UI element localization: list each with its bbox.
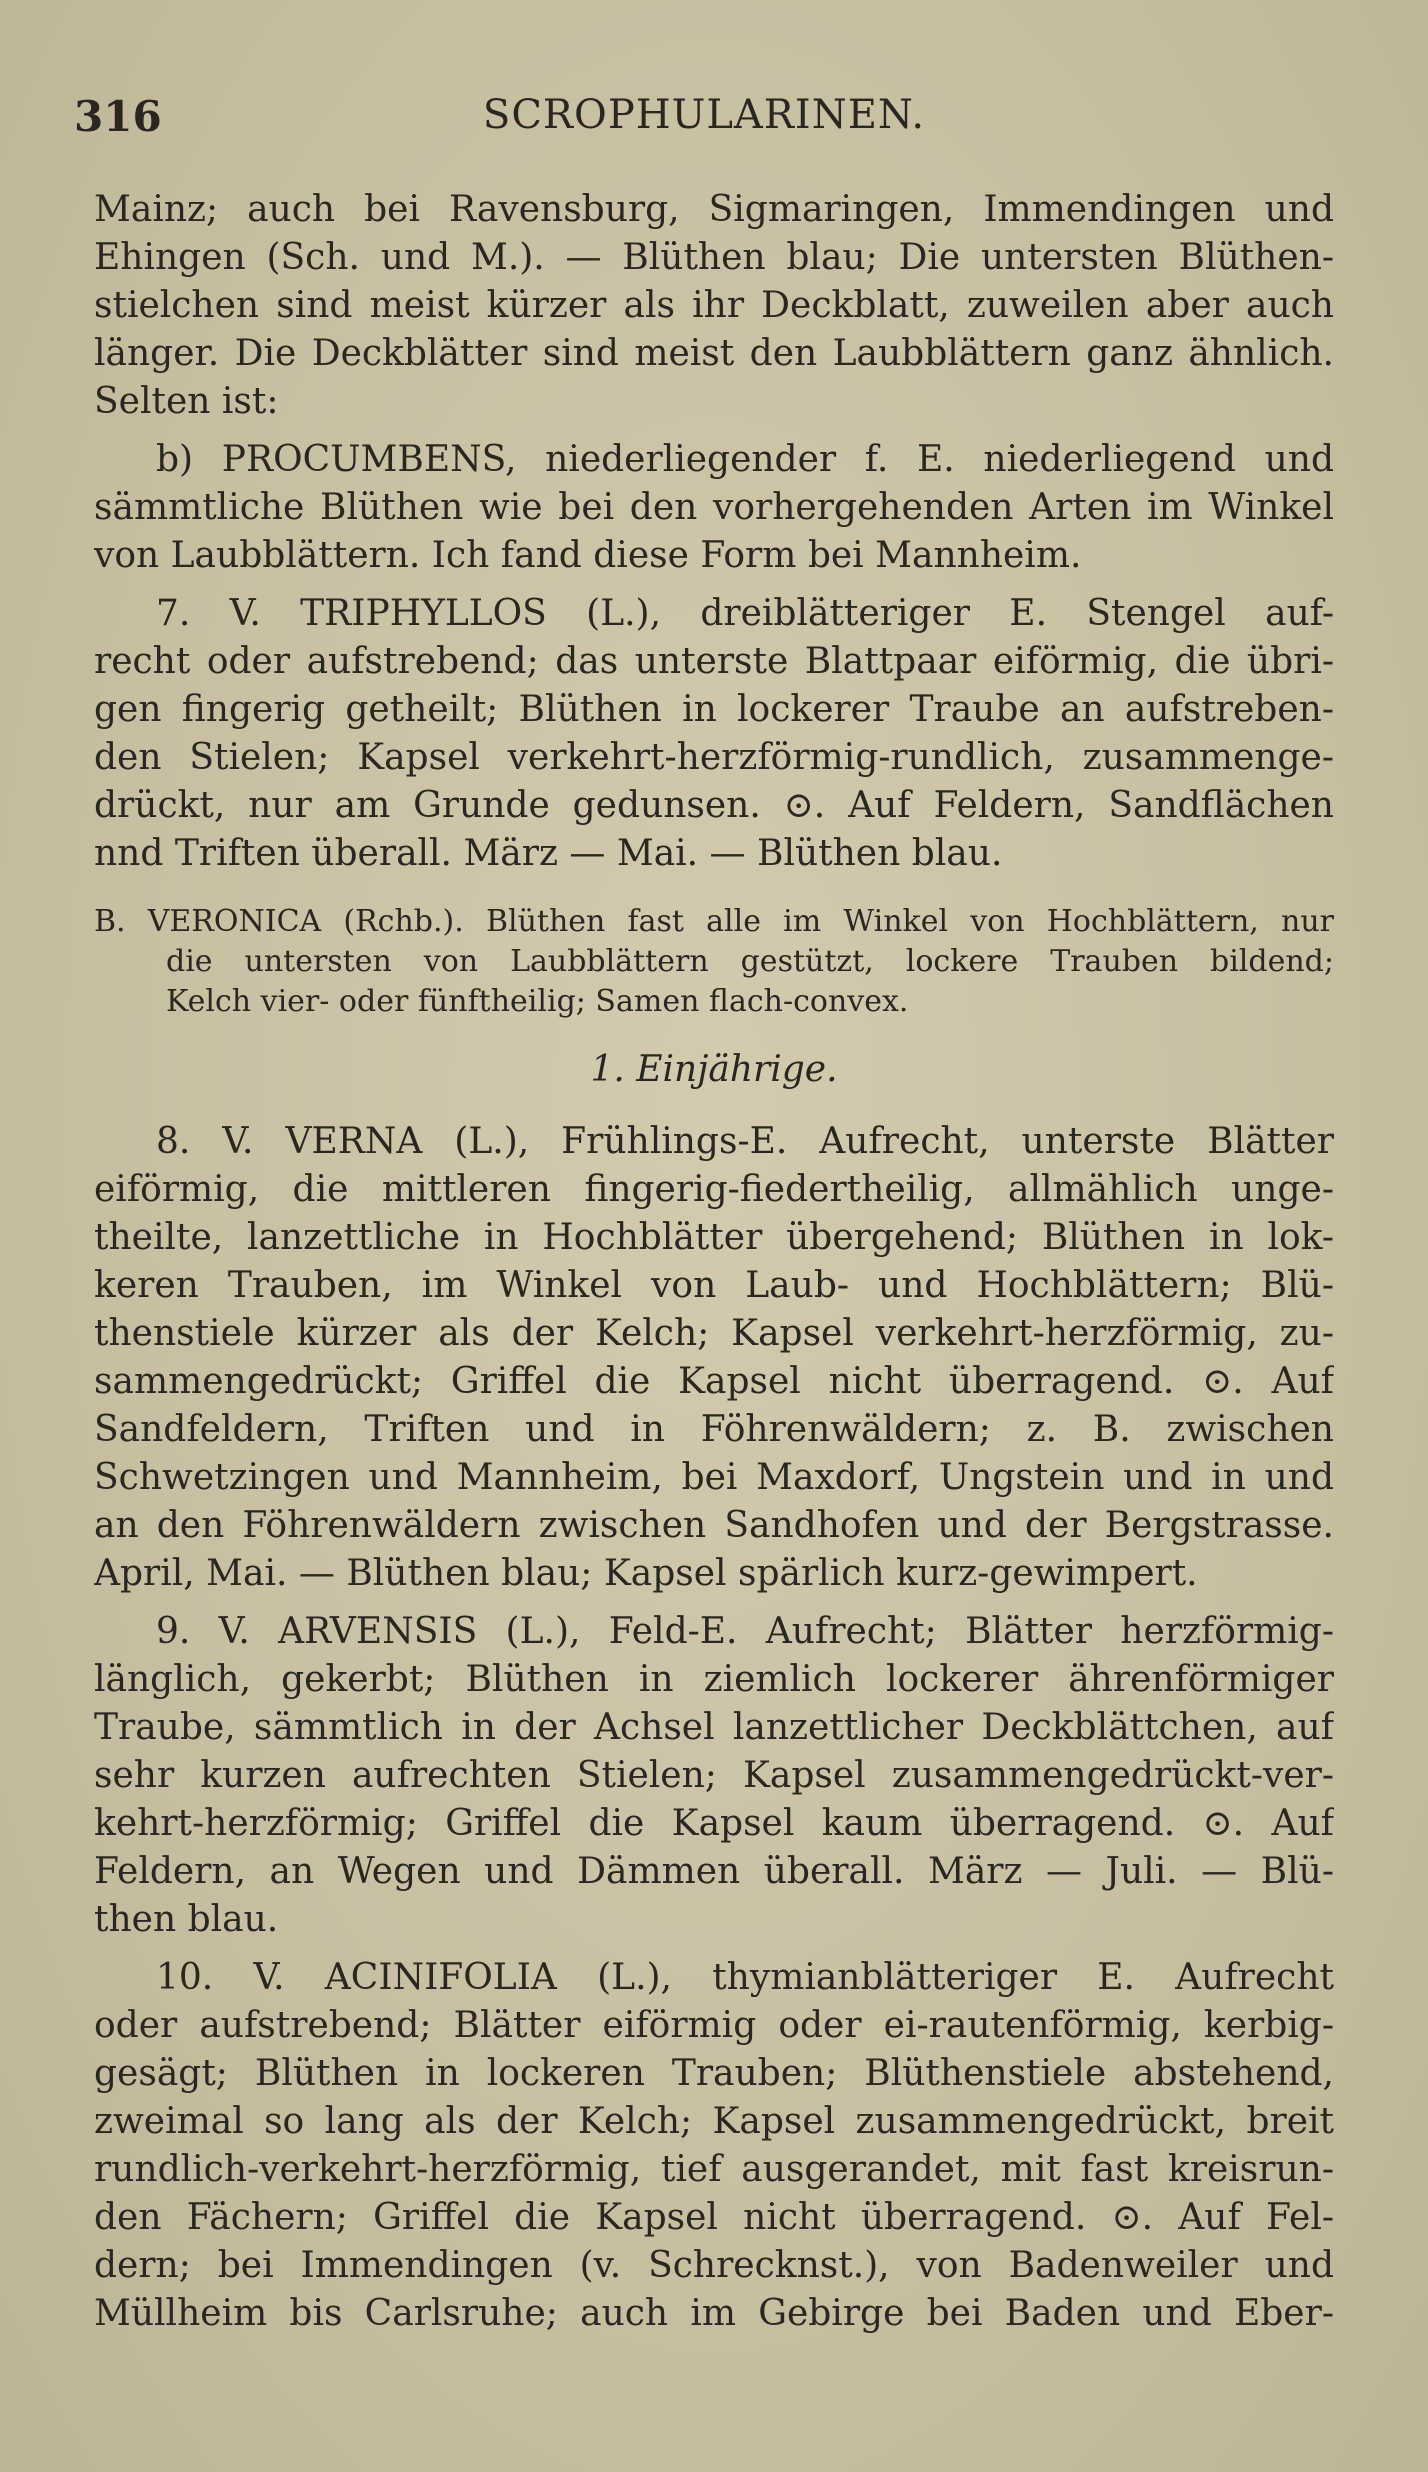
text-line: nnd Triften überall. März — Mai. — Blüthen blau. bbox=[94, 833, 1003, 874]
text-line: Ehingen (Sch. und M.). — Blüthen blau; Die untersten Blüthen- bbox=[94, 237, 1334, 278]
text-line: eiförmig, die mittleren fingerig-fiedertheilig, allmählich unge- bbox=[94, 1169, 1334, 1210]
text-line: den Fächern; Griffel die Kapsel nicht überragend. ⊙. Auf Fel- bbox=[94, 2197, 1334, 2238]
text-line: stielchen sind meist kürzer als ihr Deckblatt, zuweilen aber auch bbox=[94, 285, 1334, 326]
species-acinifolia-line: 10. V. ACINIFOLIA (L.), thymianblätteriger E. Aufrecht bbox=[156, 1957, 1334, 1998]
species-arvensis-line: 9. V. ARVENSIS (L.), Feld-E. Aufrecht; Blätter herzförmig- bbox=[156, 1611, 1334, 1652]
text-line: sammengedrückt; Griffel die Kapsel nicht überragend. ⊙. Auf bbox=[94, 1361, 1334, 1402]
text-line: Selten ist: bbox=[94, 381, 279, 422]
text-line: kehrt-herzförmig; Griffel die Kapsel kaum überragend. ⊙. Auf bbox=[94, 1803, 1334, 1844]
text-line: zweimal so lang als der Kelch; Kapsel zusammengedrückt, breit bbox=[94, 2101, 1334, 2142]
text-line: thenstiele kürzer als der Kelch; Kapsel verkehrt-herzförmig, zu- bbox=[94, 1313, 1334, 1354]
text-line: Kelch vier- oder fünftheilig; Samen flach-convex. bbox=[166, 984, 909, 1019]
page-header bbox=[74, 92, 1334, 148]
text-line: sehr kurzen aufrechten Stielen; Kapsel zusammengedrückt-ver- bbox=[94, 1755, 1334, 1796]
species-verna-line: 8. V. VERNA (L.), Frühlings-E. Aufrecht, unterste Blätter bbox=[156, 1121, 1334, 1162]
text-line: Traube, sämmtlich in der Achsel lanzettlicher Deckblättchen, auf bbox=[94, 1707, 1334, 1748]
running-title: SCROPHULARINEN. bbox=[482, 92, 926, 138]
text-line: von Laubblättern. Ich fand diese Form bei Mannheim. bbox=[94, 535, 1082, 576]
text-line: Schwetzingen und Mannheim, bei Maxdorf, Ungstein und in und bbox=[94, 1457, 1334, 1498]
text-line: die untersten von Laubblättern gestützt, lockere Trauben bildend; bbox=[166, 944, 1334, 979]
text-line: den Stielen; Kapsel verkehrt-herzförmig-rundlich, zusammenge- bbox=[94, 737, 1334, 778]
text-line: April, Mai. — Blüthen blau; Kapsel spärlich kurz-gewimpert. bbox=[94, 1553, 1198, 1594]
text-line: Feldern, an Wegen und Dämmen überall. März — Juli. — Blü- bbox=[94, 1851, 1334, 1892]
section-veronica-line: B. VERONICA (Rchb.). Blüthen fast alle im Winkel von Hochblättern, nur bbox=[94, 904, 1334, 939]
text-line: gesägt; Blüthen in lockeren Trauben; Blüthenstiele abstehend, bbox=[94, 2053, 1334, 2094]
text-line: keren Trauben, im Winkel von Laub- und Hochblättern; Blü- bbox=[94, 1265, 1334, 1306]
subsection-heading: 1. Einjährige. bbox=[590, 1049, 838, 1090]
text-line: länglich, gekerbt; Blüthen in ziemlich lockerer ährenförmiger bbox=[94, 1659, 1334, 1700]
text-line: dern; bei Immendingen (v. Schrecknst.), von Badenweiler und bbox=[94, 2245, 1334, 2286]
text-line: gen fingerig getheilt; Blüthen in lockerer Traube an aufstreben- bbox=[94, 689, 1334, 730]
text-line: recht oder aufstrebend; das unterste Blattpaar eiförmig, die übri- bbox=[94, 641, 1334, 682]
text-line: an den Föhrenwäldern zwischen Sandhofen und der Bergstrasse. bbox=[94, 1505, 1334, 1546]
page-number: 316 bbox=[74, 92, 162, 141]
text-line: drückt, nur am Grunde gedunsen. ⊙. Auf Feldern, Sandflächen bbox=[94, 785, 1334, 826]
text-line: Sandfeldern, Triften und in Föhrenwäldern; z. B. zwischen bbox=[94, 1409, 1334, 1450]
text-line: sämmtliche Blüthen wie bei den vorhergehenden Arten im Winkel bbox=[94, 487, 1334, 528]
text-line: then blau. bbox=[94, 1899, 279, 1940]
page-body bbox=[94, 186, 1334, 2338]
species-triphyllos-line: 7. V. TRIPHYLLOS (L.), dreiblätteriger E. Stengel auf- bbox=[156, 593, 1334, 634]
text-line: oder aufstrebend; Blätter eiförmig oder ei-rautenförmig, kerbig- bbox=[94, 2005, 1334, 2046]
text-line: theilte, lanzettliche in Hochblätter übergehend; Blüthen in lok- bbox=[94, 1217, 1334, 1258]
text-line: Mainz; auch bei Ravensburg, Sigmaringen, Immendingen und bbox=[94, 189, 1334, 230]
text-line: rundlich-verkehrt-herzförmig, tief ausgerandet, mit fast kreisrun- bbox=[94, 2149, 1334, 2190]
text-line: länger. Die Deckblätter sind meist den Laubblättern ganz ähnlich. bbox=[94, 333, 1334, 374]
variety-procumbens-line: b) PROCUMBENS, niederliegender f. E. niederliegend und bbox=[156, 439, 1334, 480]
text-line: Müllheim bis Carlsruhe; auch im Gebirge bei Baden und Eber- bbox=[94, 2293, 1334, 2334]
